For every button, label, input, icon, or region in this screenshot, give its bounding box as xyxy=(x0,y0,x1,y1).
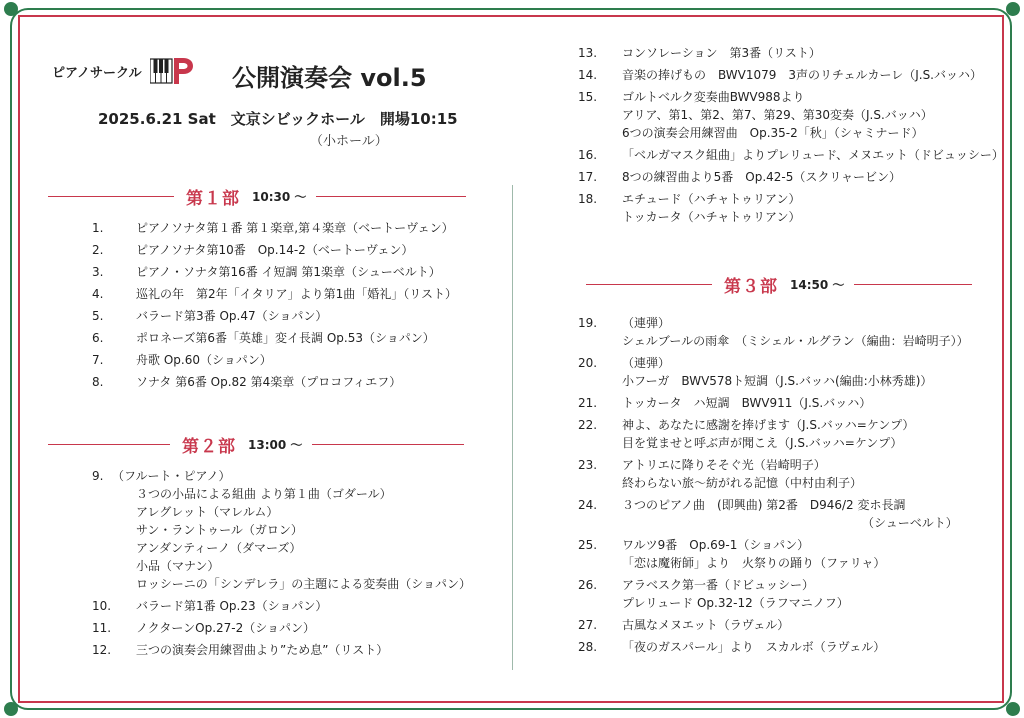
program-item-text: 小品（マナン） xyxy=(136,559,220,573)
program-item-text: ソナタ 第6番 Op.82 第4楽章（プロコフィエフ） xyxy=(136,375,402,389)
program-item-text: ゴルトベルク変奏曲BWV988より xyxy=(622,90,805,104)
program-item-number: 26. xyxy=(578,578,598,592)
program-item-number: 17. xyxy=(578,170,598,184)
program-item-text: バラード第1番 Op.23（ショパン） xyxy=(136,599,328,613)
program-item-lines xyxy=(622,190,801,226)
program-item-number: 14. xyxy=(578,68,598,82)
part-3-line-right xyxy=(854,284,972,285)
program-item-text: アトリエに降りそそぐ光（岩崎明子） xyxy=(622,458,826,472)
part-1-header xyxy=(48,184,466,209)
piano-logo-icon xyxy=(150,56,194,86)
event-date-line: 2025.6.21 Sat 文京シビックホール 開場10:15 xyxy=(98,110,458,128)
program-item-number: 21. xyxy=(578,396,598,410)
corner-dot-bottom-left xyxy=(4,702,18,716)
part-1-line-left xyxy=(48,196,174,197)
program-item-text: 小フーガ BWV578ト短調（J.S.バッハ(編曲:小林秀雄)） xyxy=(622,374,933,388)
part-3-label: 第３部 xyxy=(724,277,778,297)
program-item-text: 「夜のガスパール」より スカルボ（ラヴェル） xyxy=(622,640,886,654)
program-item-number: 22. xyxy=(578,418,598,432)
program-item-number: 12. xyxy=(92,643,112,657)
program-item-number: 13. xyxy=(578,46,598,60)
program-item-text: （シューベルト） xyxy=(862,516,958,530)
program-item-text: ポロネーズ第6番「英雄」変イ長調 Op.53（ショパン） xyxy=(136,331,435,345)
program-item-lines xyxy=(622,146,1004,164)
program-item-text: アリア、第1、第2、第7、第29、第30変奏（J.S.バッハ） xyxy=(622,108,933,122)
program-item-number: 25. xyxy=(578,538,598,552)
program-item-text: ピアノソナタ第１番 第１楽章,第４楽章（ベートーヴェン） xyxy=(136,221,454,235)
program-item-lines xyxy=(622,536,885,572)
program-item-lines xyxy=(622,416,914,452)
program-item-text: ロッシーニの「シンデレラ」の主題による変奏曲（ショパン） xyxy=(136,577,471,591)
corner-dot-top-left xyxy=(4,2,18,16)
program-item-lines xyxy=(136,351,272,369)
program-item-text: 目を覚ませと呼ぶ声が聞こえ（J.S.バッハ=ケンプ） xyxy=(622,436,903,450)
program-item-number: 3. xyxy=(92,265,104,279)
program-item-number: 8. xyxy=(92,375,104,389)
program-item-text: バラード第3番 Op.47（ショパン） xyxy=(136,309,328,323)
part-3-time: 14:50 〜 xyxy=(790,278,845,292)
event-hall-note: （小ホール） xyxy=(310,134,388,149)
program-item-lines xyxy=(622,638,885,656)
part-2-label: 第２部 xyxy=(182,437,236,457)
program-item-lines xyxy=(136,619,315,637)
program-item-number: 27. xyxy=(578,618,598,632)
event-title: 公開演奏会 vol.5 xyxy=(232,64,427,92)
program-item-lines xyxy=(622,576,849,612)
part-3-header xyxy=(586,272,972,297)
program-item-text: トッカータ（ハチャトゥリアン） xyxy=(622,210,801,224)
part-1-line-right xyxy=(316,196,466,197)
part-2-time: 13:00 〜 xyxy=(248,438,303,452)
program-item-text: 「恋は魔術師」より 火祭りの踊り（ファリャ） xyxy=(622,556,886,570)
program-item-lines xyxy=(136,285,457,303)
program-item-lines xyxy=(112,467,471,593)
program-item-text: ノクターンOp.27-2（ショパン） xyxy=(136,621,316,635)
program-item-lines xyxy=(136,219,454,237)
program-item-text: 音楽の捧げもの BWV1079 3声のリチェルカーレ（J.S.バッハ） xyxy=(622,68,982,82)
program-item-lines xyxy=(136,307,327,325)
corner-dot-top-right xyxy=(1006,2,1020,16)
program-item-lines xyxy=(622,66,982,84)
program-item-number: 9. xyxy=(92,469,104,483)
part-2-header xyxy=(48,432,464,457)
program-item-text: ピアノソナタ第10番 Op.14-2（ベートーヴェン） xyxy=(136,243,414,257)
program-item-number: 5. xyxy=(92,309,104,323)
program-item-text: 「ベルガマスク組曲」よりプレリュード、メヌエット（ドビュッシー） xyxy=(622,148,1004,162)
program-item-text: ワルツ9番 Op.69-1（ショパン） xyxy=(622,538,810,552)
program-item-lines xyxy=(622,168,901,186)
club-name: ピアノサークル xyxy=(52,65,142,81)
program-item-text: 神よ、あなたに感謝を捧げます（J.S.バッハ=ケンプ） xyxy=(622,418,915,432)
program-item-number: 23. xyxy=(578,458,598,472)
program-item-text: アンダンティーノ（ダマーズ） xyxy=(136,541,302,555)
program-item-text: 三つの演奏会用練習曲より”ため息”（リスト） xyxy=(136,643,389,657)
program-item-text: プレリュード Op.32-12（ラフマニノフ） xyxy=(622,596,849,610)
corner-dot-bottom-right xyxy=(1006,702,1020,716)
program-item-number: 19. xyxy=(578,316,598,330)
program-item-number: 1. xyxy=(92,221,104,235)
program-item-text: トッカータ ハ短調 BWV911（J.S.バッハ） xyxy=(622,396,872,410)
program-item-text: （連弾） xyxy=(622,356,671,370)
program-item-lines xyxy=(622,616,789,634)
program-item-text: 古風なメヌエット（ラヴェル） xyxy=(622,618,790,632)
program-item-text: 巡礼の年 第2年「イタリア」より第1曲「婚礼」（リスト） xyxy=(136,287,458,301)
program-item-lines xyxy=(136,329,435,347)
program-item-text: アレグレット（マレルム） xyxy=(136,505,279,519)
program-item-text: 6つの演奏会用練習曲 Op.35-2「秋」（シャミナード） xyxy=(622,126,924,140)
program-item-lines xyxy=(136,597,327,615)
program-item-text: ピアノ・ソナタ第16番 イ短調 第1楽章（シューベルト） xyxy=(136,265,441,279)
program-item-lines xyxy=(622,496,958,532)
program-item-lines xyxy=(622,394,871,412)
program-item-number: 11. xyxy=(92,621,112,635)
program-item-lines xyxy=(136,641,388,659)
program-item-number: 4. xyxy=(92,287,104,301)
part-2-line-left xyxy=(48,444,170,445)
club-header xyxy=(52,56,194,86)
program-item-number: 6. xyxy=(92,331,104,345)
program-item-number: 28. xyxy=(578,640,598,654)
program-item-number: 7. xyxy=(92,353,104,367)
program-item-number: 20. xyxy=(578,356,598,370)
part-1-label: 第１部 xyxy=(186,189,240,209)
program-item-text: 終わらない旅〜紡がれる記憶（中村由利子） xyxy=(622,476,863,490)
program-item-lines xyxy=(622,44,821,62)
program-item-number: 15. xyxy=(578,90,598,104)
program-item-text: コンソレーション 第3番（リスト） xyxy=(622,46,821,60)
part-1-time: 10:30 〜 xyxy=(252,190,307,204)
program-item-text: （連弾） xyxy=(622,316,671,330)
program-item-number: 2. xyxy=(92,243,104,257)
part-2-line-right xyxy=(312,444,464,445)
program-item-number: 16. xyxy=(578,148,598,162)
program-item-text: エチュード（ハチャトゥリアン） xyxy=(622,192,801,206)
program-item-text: 舟歌 Op.60（ショパン） xyxy=(136,353,272,367)
program-item-number: 10. xyxy=(92,599,112,613)
column-divider xyxy=(512,185,513,670)
program-item-lines xyxy=(136,263,441,281)
program-item-lines xyxy=(622,456,862,492)
program-item-lines xyxy=(622,88,933,142)
part-3-line-left xyxy=(586,284,712,285)
program-item-text: （フルート・ピアノ） xyxy=(112,469,231,483)
program-item-lines xyxy=(622,314,969,350)
program-item-lines xyxy=(622,354,932,390)
program-item-text: シェルブールの雨傘 （ミシェル・ルグラン（編曲：岩崎明子）） xyxy=(622,334,969,348)
program-item-lines xyxy=(136,373,401,391)
program-item-text: ３つのピアノ曲 (即興曲) 第2番 D946/2 変ホ長調 xyxy=(622,498,906,512)
program-item-text: アラベスク第一番（ドビュッシー） xyxy=(622,578,815,592)
program-item-number: 24. xyxy=(578,498,598,512)
program-item-number: 18. xyxy=(578,192,598,206)
program-item-text: 8つの練習曲より5番 Op.42-5（スクリャービン） xyxy=(622,170,902,184)
program-item-lines xyxy=(136,241,413,259)
program-item-text: ３つの小品による組曲 より第１曲（ゴダール） xyxy=(136,487,392,501)
program-item-text: サン・ラントゥール（ガロン） xyxy=(136,523,303,537)
